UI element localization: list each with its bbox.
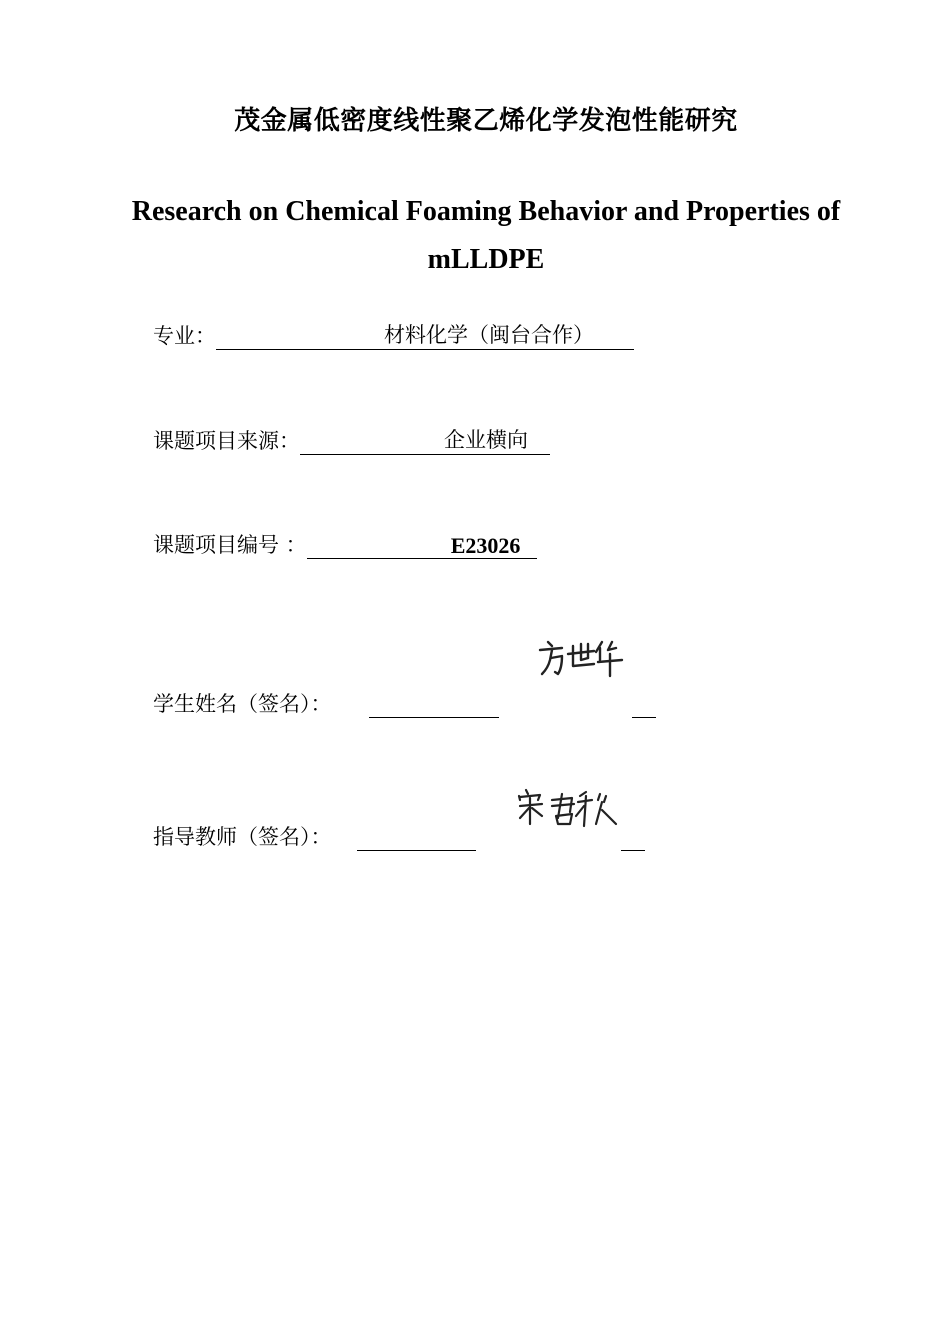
- major-blank: [216, 325, 634, 350]
- source-blank: [300, 430, 550, 455]
- advisor-signature-line: [357, 826, 476, 851]
- major-value: 材料化学（闽台合作）: [384, 323, 594, 347]
- advisor-label: 指导教师（签名）：: [153, 825, 332, 849]
- major-label: 专业：: [153, 324, 216, 348]
- english-title: Research on Chemical Foaming Behavior and Properties of mLLDPE: [131, 196, 841, 275]
- chinese-title: 茂金属低密度线性聚乙烯化学发泡性能研究: [234, 106, 738, 136]
- code-blank: [307, 534, 537, 559]
- student-signature-line-end: [632, 693, 656, 718]
- student-label: 学生姓名（签名）：: [153, 692, 332, 716]
- student-signature-line: [369, 693, 499, 718]
- code-label: 课题项目编号 ：: [153, 533, 307, 557]
- code-field: [153, 529, 537, 559]
- advisor-signature: [516, 786, 620, 832]
- source-field: [153, 425, 550, 455]
- source-value: 企业横向: [444, 428, 528, 452]
- code-value: E23026: [450, 533, 521, 558]
- advisor-signature-line-end: [621, 826, 645, 851]
- student-signature: [536, 636, 626, 680]
- major-field: [153, 320, 634, 350]
- student-field: [153, 688, 656, 718]
- source-label: 课题项目来源：: [153, 429, 300, 453]
